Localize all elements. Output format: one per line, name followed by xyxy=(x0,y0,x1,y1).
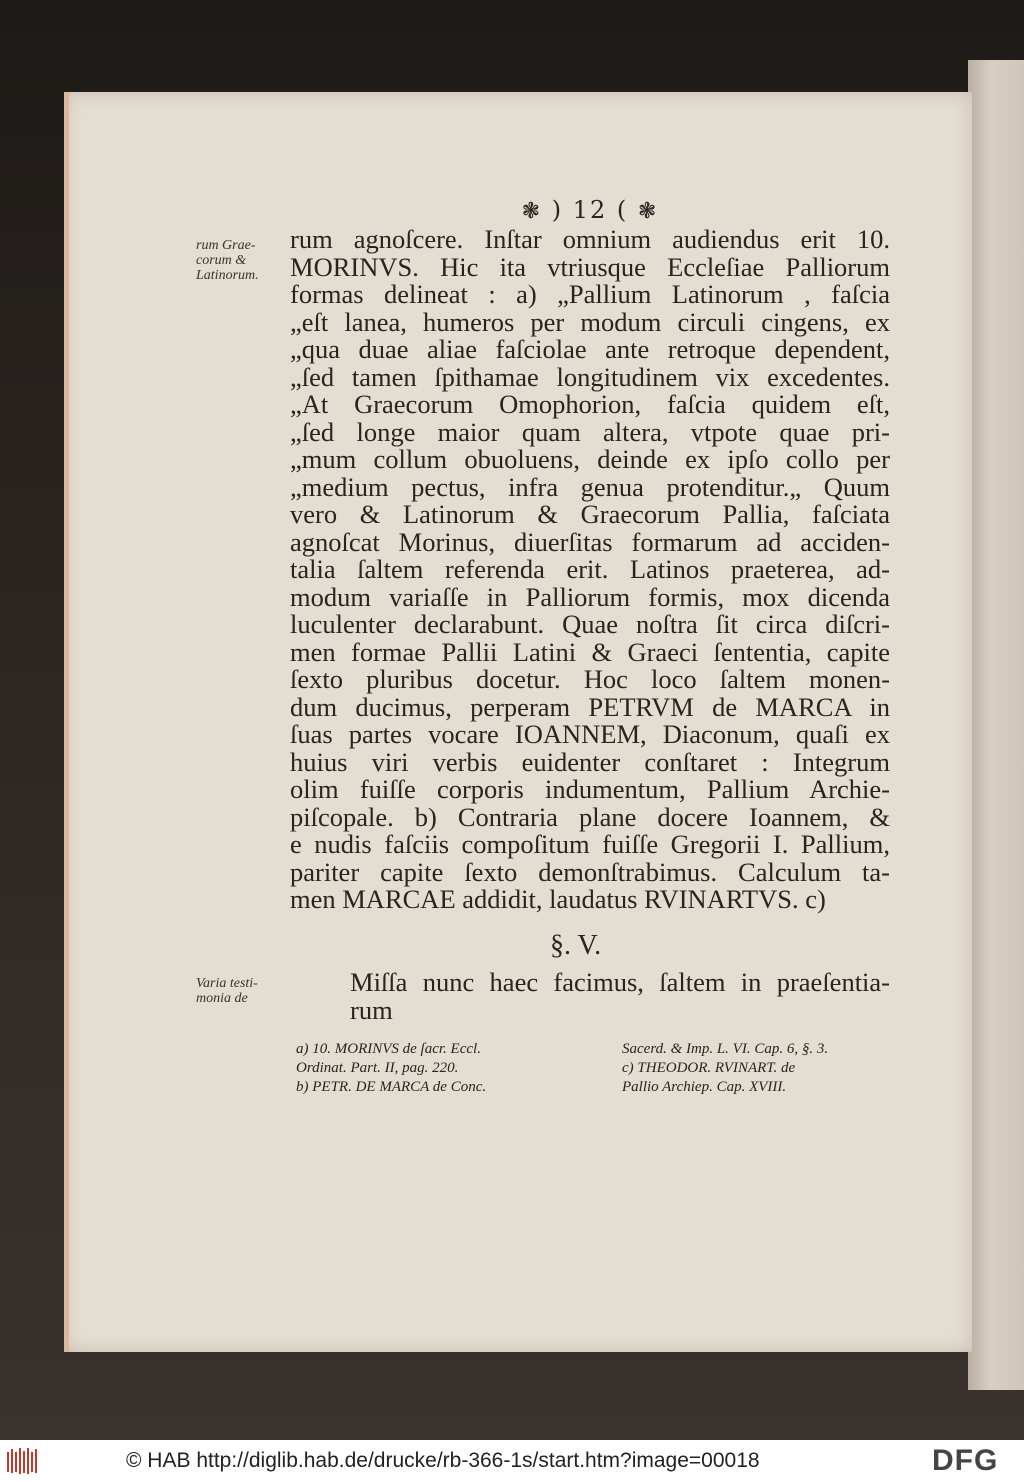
footnote-line xyxy=(296,1078,892,1097)
page-header xyxy=(470,196,710,224)
footnote-left: Ordinat. Part. II, pag. 220. xyxy=(296,1060,459,1076)
text-line: „qua duae aliae faſciolae ante retroque dependent, xyxy=(290,334,890,364)
footnotes xyxy=(296,1040,892,1097)
footer-copyright: © HAB http://diglib.hab.de/drucke/rb-366-1s/start.htm?image=00018 xyxy=(126,1449,760,1472)
margin-note-line: Varia testi- xyxy=(196,976,258,991)
margin-note-line: rum Grae- xyxy=(196,238,256,253)
section-text xyxy=(350,968,890,1024)
text-line: formas delineat : a) „Pallium Latinorum , faſcia xyxy=(290,279,890,309)
text-line: modum variaſſe in Palliorum formis, mox dicenda xyxy=(290,581,890,612)
text-line: agnoſcat Morinus, diuerſitas formarum ad acciden- xyxy=(290,526,890,557)
margin-note-line: monia de xyxy=(196,991,248,1006)
text-line: „At Graecorum Omophorion, faſcia quidem eſt, xyxy=(290,389,890,419)
footnote-right: c) THEODOR. RVINART. de xyxy=(622,1060,796,1076)
text-line: huius viri verbis euidenter conſtaret : Integrum xyxy=(290,746,890,777)
footnote-right: Sacerd. & Imp. L. VI. Cap. 6, §. 3. xyxy=(622,1041,829,1057)
dfg-logo: DFG xyxy=(932,1444,999,1477)
library-logo-icon xyxy=(6,1446,40,1476)
text-line: rum agnoſcere. Inſtar omnium audiendus erit 10. xyxy=(290,224,890,254)
margin-note-line: Latinorum. xyxy=(196,268,259,283)
page-edge xyxy=(64,92,69,1352)
text-line: e nudis faſciis compoſitum fuiſſe Gregorii I. Pallium, xyxy=(290,829,890,859)
text-line: luculenter declarabunt. Quae noſtra ſit circa diſcri- xyxy=(290,609,890,639)
text-line: men MARCAE addidit, laudatus RVINARTVS. c) xyxy=(290,884,826,914)
margin-note-1 xyxy=(196,238,288,283)
text-line: „ſed tamen ſpithamae longitudinem vix excedentes. xyxy=(290,361,890,392)
footnote-line xyxy=(296,1059,892,1078)
text-line: „medium pectus, infra genua protenditur.„ Quum xyxy=(290,471,890,502)
text-line: „eſt lanea, humeros per modum circuli cingens, ex xyxy=(290,306,890,337)
text-line: dum ducimus, perperam PETRVM de MARCA in xyxy=(290,691,890,722)
text-line: ſexto pluribus docetur. Hoc loco ſaltem monen- xyxy=(290,664,890,694)
text-line: MORINVS. Hic ita vtriusque Eccleſiae Palliorum xyxy=(290,251,890,282)
footnote-left: a) 10. MORINVS de ſacr. Eccl. xyxy=(296,1041,481,1057)
ornament-left-icon: ❃ xyxy=(521,199,543,224)
facing-page-edge xyxy=(968,60,1024,1390)
text-line: ſuas partes vocare IOANNEM, Diaconum, quaſi ex xyxy=(290,719,890,749)
section-heading: §. V. xyxy=(550,930,602,961)
text-line: Miſſa nunc haec facimus, ſaltem in praeſentia- xyxy=(350,967,890,997)
footnote-left: b) PETR. DE MARCA de Conc. xyxy=(296,1079,487,1095)
text-line: piſcopale. b) Contraria plane docere Ioannem, & xyxy=(290,801,890,832)
text-line: olim fuiſſe corporis indumentum, Pallium Archie- xyxy=(290,774,890,804)
text-line: pariter capite ſexto demonſtrabimus. Calculum ta- xyxy=(290,856,890,887)
text-line: men formae Pallii Latini & Graeci ſententia, capite xyxy=(290,636,890,667)
main-text xyxy=(290,226,890,914)
text-line: rum xyxy=(350,995,393,1025)
footnote-line xyxy=(296,1040,892,1059)
ornament-right-icon: ❃ xyxy=(637,199,659,224)
footnote-right: Pallio Archiep. Cap. XVIII. xyxy=(622,1079,787,1095)
text-line: „ſed longe maior quam altera, vtpote quae pri- xyxy=(290,416,890,447)
margin-note-line: corum & xyxy=(196,253,247,268)
text-line: vero & Latinorum & Graecorum Pallia, faſciata xyxy=(290,499,890,529)
page-number: ) 12 ( xyxy=(551,196,629,224)
margin-note-2 xyxy=(196,976,288,1006)
text-line: talia ſaltem referenda erit. Latinos praeterea, ad- xyxy=(290,554,890,584)
text-line: „mum collum obuoluens, deinde ex ipſo collo per xyxy=(290,444,890,474)
